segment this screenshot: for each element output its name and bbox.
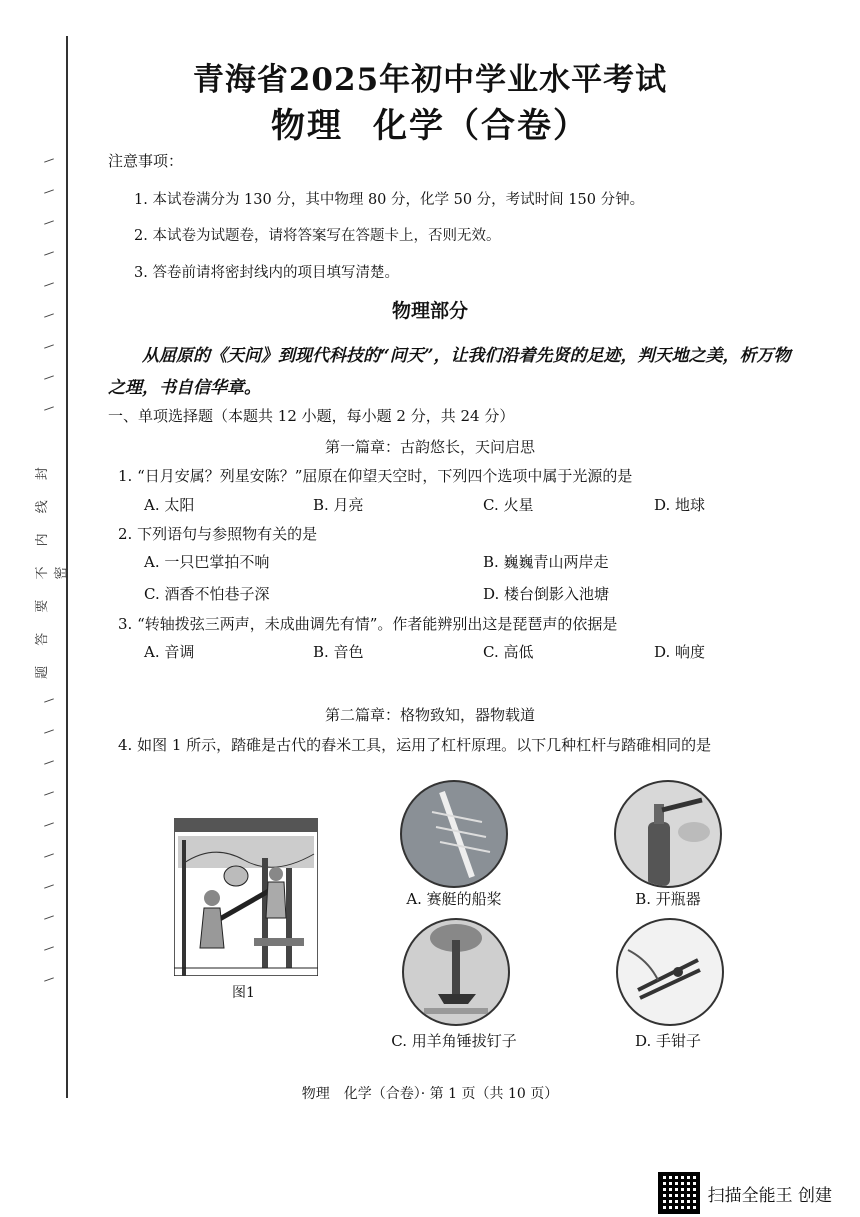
option: C. 火星 xyxy=(483,496,534,514)
option: B. 月亮 xyxy=(313,496,364,514)
exam-subtitle xyxy=(0,98,860,147)
option: B. 巍巍青山两岸走 xyxy=(483,553,609,571)
option-caption: A. 赛艇的船桨 xyxy=(406,890,502,908)
scanner-watermark xyxy=(658,1172,832,1214)
chapter-heading: 第二篇章：格物致知，器物载道 xyxy=(324,706,535,724)
claw-hammer-image xyxy=(402,918,510,1026)
option: A. 太阳 xyxy=(144,496,195,514)
margin-dash xyxy=(44,158,54,162)
exam-title: 青海省2025年初中学业水平考试 xyxy=(192,62,668,98)
chapter-heading: 第一篇章：古韵悠长，天问启思 xyxy=(324,438,535,456)
bottle-opener-icon xyxy=(616,782,720,886)
notice-item: 2. 本试卷为试题卷，请将答案写在答题卡上，否则无效。 xyxy=(134,228,501,244)
margin-dash xyxy=(44,729,54,733)
rowing-oar-image xyxy=(400,780,508,888)
margin-dash xyxy=(44,915,54,919)
seal-line-text xyxy=(30,440,70,680)
pliers-icon xyxy=(618,920,722,1024)
margin-dash xyxy=(44,791,54,795)
option-caption: B. 开瓶器 xyxy=(635,890,701,908)
option: D. 地球 xyxy=(654,496,706,514)
seal-line-label: 题 答 要 不 内 线 封 密 xyxy=(35,459,69,679)
question-stem: 3. “转轴拨弦三两声，未成曲调先有情”。作者能辨别出这是琵琶声的依据是 xyxy=(118,615,618,633)
subtitle-chemistry: 化学（合卷） xyxy=(373,106,589,146)
margin-dash xyxy=(44,282,54,286)
figure-1-illustration xyxy=(174,818,318,976)
option: D. 楼台倒影入池塘 xyxy=(483,585,610,603)
question-stem: 4. 如图 1 所示，踏碓是古代的舂米工具，运用了杠杆原理。以下几种杠杆与踏碓相同的是 xyxy=(118,736,712,754)
section-title: 物理部分 xyxy=(391,300,468,322)
margin-dash xyxy=(44,884,54,888)
qr-code-icon xyxy=(658,1172,700,1214)
margin-dash xyxy=(44,977,54,981)
margin-dash xyxy=(44,344,54,348)
margin-dash xyxy=(44,760,54,764)
pliers-image xyxy=(616,918,724,1026)
option: A. 一只巴掌拍不响 xyxy=(144,553,270,571)
option: C. 高低 xyxy=(483,643,534,661)
margin-dash xyxy=(44,220,54,224)
option: D. 响度 xyxy=(654,643,706,661)
margin-dash xyxy=(44,406,54,410)
notice-heading: 注意事项： xyxy=(108,152,184,170)
part-heading: 一、单项选择题（本题共 12 小题，每小题 2 分，共 24 分） xyxy=(108,407,515,425)
question-stem: 2. 下列语句与参照物有关的是 xyxy=(118,525,318,543)
claw-hammer-icon xyxy=(404,920,508,1024)
margin-dash xyxy=(44,251,54,255)
bottle-opener-image xyxy=(614,780,722,888)
option: A. 音调 xyxy=(144,643,195,661)
page-footer: 物理 化学（合卷）· 第 1 页（共 10 页） xyxy=(301,1086,559,1102)
option: C. 酒香不怕巷子深 xyxy=(144,585,270,603)
figure-1-label: 图1 xyxy=(232,985,255,1001)
option: B. 音色 xyxy=(313,643,364,661)
subtitle-physics: 物理 xyxy=(271,106,343,146)
margin-dash xyxy=(44,946,54,950)
margin-dash xyxy=(44,853,54,857)
margin-dash xyxy=(44,822,54,826)
option-caption: D. 手钳子 xyxy=(634,1032,702,1050)
rowing-boat-icon xyxy=(402,782,506,886)
intro-paragraph: 从屈原的《天问》到现代科技的“问天”，让我们沿着先贤的足迹，判天地之美，析万物之理，书自信华章。 xyxy=(108,346,791,398)
notice-item: 1. 本试卷满分为 130 分，其中物理 80 分，化学 50 分，考试时间 150 分钟。 xyxy=(134,192,645,208)
scanner-brand-text: 扫描全能王 创建 xyxy=(707,1185,832,1206)
question-stem: 1. “日月安属？列星安陈？”屈原在仰望天空时，下列四个选项中属于光源的是 xyxy=(118,467,633,485)
margin-dash xyxy=(44,189,54,193)
option-caption: C. 用羊角锤拔钉子 xyxy=(391,1032,517,1050)
margin-dash xyxy=(44,698,54,702)
margin-dash xyxy=(44,375,54,379)
notice-item: 3. 答卷前请将密封线内的项目填写清楚。 xyxy=(134,265,399,281)
tadui-pestle-image xyxy=(174,818,318,976)
